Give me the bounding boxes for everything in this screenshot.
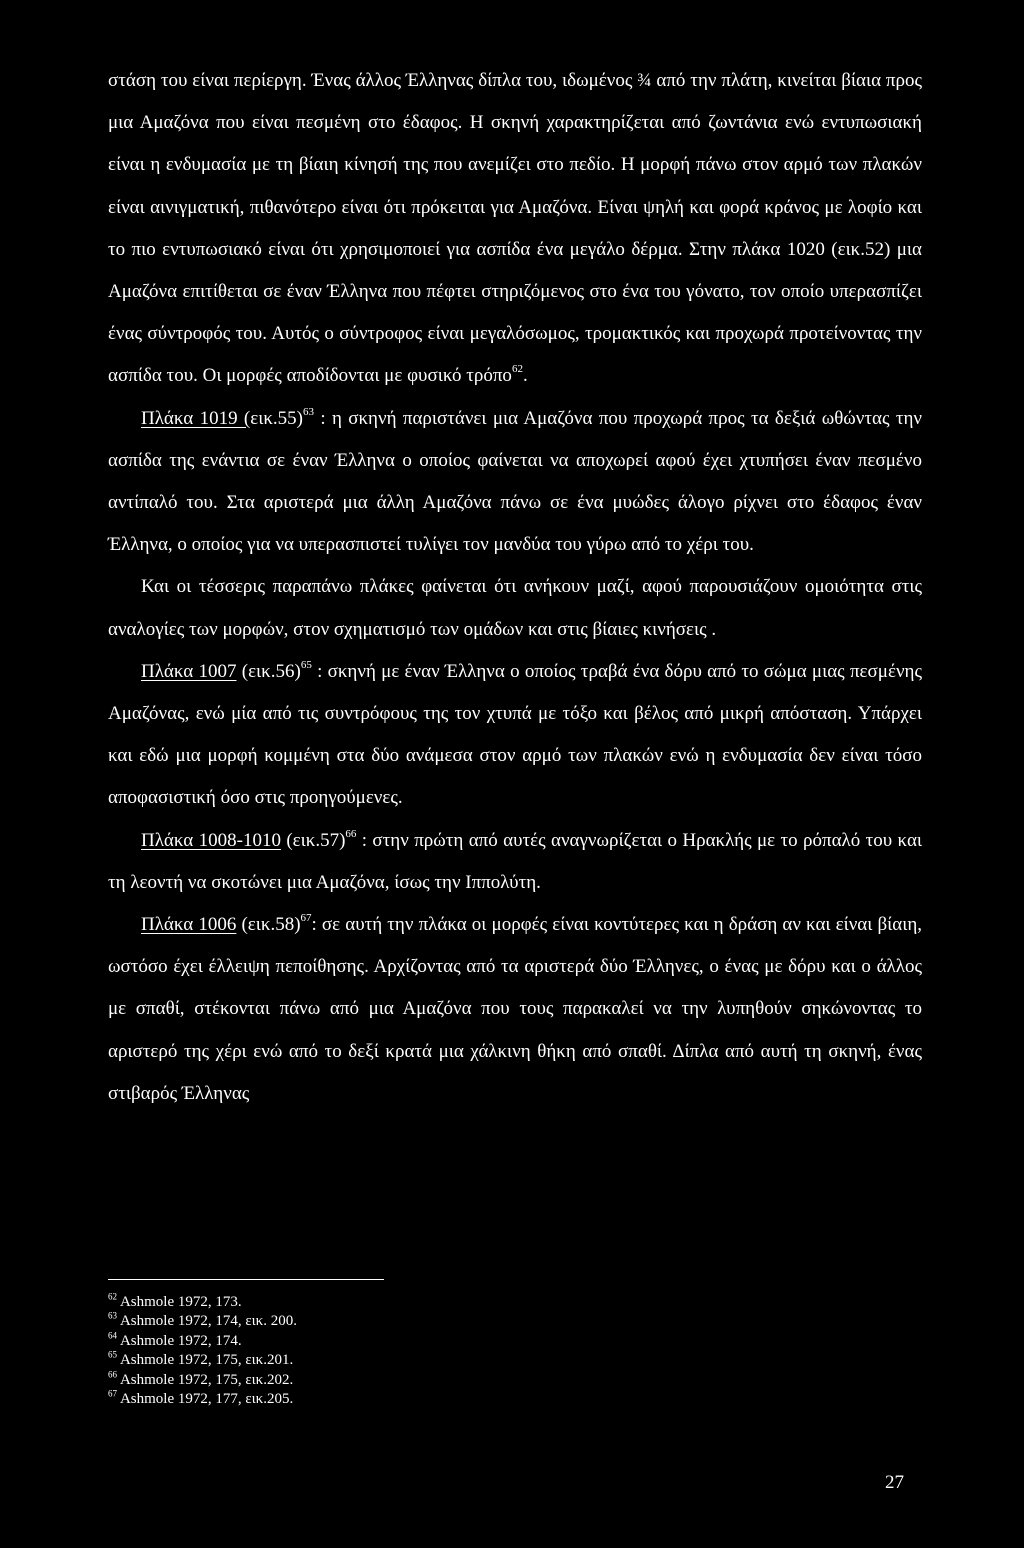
footnote-ref: 67 (300, 912, 312, 925)
footnote-ref: 65 (300, 659, 312, 672)
footnote-ref: 63 (303, 405, 315, 418)
footnote (108, 1390, 708, 1409)
text-run: Και οι τέσσερις παραπάνω πλάκες φαίνεται ότι ανήκουν μαζί, αφού παρουσιάζουν ομοιότητα στις αναλογίες των μορφών, στον σχηματισμό των ομάδων και στις βίαιες κινήσεις . (108, 576, 922, 640)
footnote-number: 66 (108, 1369, 117, 1380)
footnotes (108, 1293, 708, 1409)
footnote-separator (108, 1279, 384, 1280)
paragraph (108, 566, 922, 650)
footnote-text: Ashmole 1972, 175, εικ.201. (119, 1352, 294, 1369)
footnote-ref: 66 (345, 827, 357, 840)
plate-label: Πλάκα 1006 (141, 914, 237, 936)
footnote-text: Ashmole 1972, 174, εικ. 200. (119, 1313, 297, 1330)
plate-label: Πλάκα 1007 (141, 660, 237, 682)
text-run: (εικ.56) (236, 660, 301, 682)
text-run: : σε αυτή την πλάκα οι μορφές είναι κοντύτερες και η δράση αν και είναι βίαιη, ωστόσο έχει έλλειψη πεποίθησης. Αρχίζοντας από τα αριστερά δύο Έλληνες, ο ένας με δόρυ και ο άλλος με σπαθί, στέκονται πάνω από μια Αμαζόνα που τους παρακαλεί να την λυπηθούν σηκώνοντας το αριστερό της χέρι ενώ από το δεξί κρατά μια χάλκινη θήκη από σπαθί. Δίπλα από αυτή τη σκηνή, ένας στιβαρός Έλληνας (108, 914, 923, 1104)
page-number: 27 (885, 1472, 904, 1493)
text-run: : στην πρώτη από αυτές αναγνωρίζεται ο Ηρακλής με το ρόπαλό του και τη λεοντή να σκοτώνει μια Αμαζόνα, ίσως την Ιππολύτη. (108, 829, 923, 893)
footnote-number: 62 (108, 1291, 117, 1302)
text-run: (εικ.57) (280, 829, 346, 851)
footnote-text: Ashmole 1972, 175, εικ.202. (119, 1371, 294, 1388)
paragraph (108, 398, 922, 567)
footnote-ref: 62 (511, 363, 523, 376)
paragraph (108, 904, 922, 1115)
footnote (108, 1332, 708, 1351)
footnote-number: 67 (108, 1388, 117, 1399)
footnote-text: Ashmole 1972, 174. (119, 1332, 242, 1349)
footnote (108, 1312, 708, 1331)
paragraph (108, 60, 922, 398)
text-run: στάση του είναι περίεργη. Ένας άλλος Έλληνας δίπλα του, ιδωμένος ¾ από την πλάτη, κινείται βίαια προς μια Αμαζόνα που είναι πεσμένη στο έδαφος. Η σκηνή χαρακτηρίζεται από ζωντάνια ενώ εντυπωσιακή είναι η ενδυμασία με τη βίαιη κίνησή της που ανεμίζει στο πεδίο. Η μορφή πάνω στον αρμό των πλακών είναι αινιγματική, πιθανότερο είναι ότι πρόκειται για Αμαζόνα. Είναι ψηλή και φορά κράνος με λοφίο και το πιο εντυπωσιακό είναι ότι χρησιμοποιεί για ασπίδα ένα μεγάλο δέρμα. Στην πλάκα 1020 (εικ.52) μια Αμαζόνα επιτίθεται σε έναν Έλληνα που πέφτει στηριζόμενος στο ένα του γόνατο, τον οποίο υπερασπίζει ένας σύντροφός του. Αυτός ο σύντροφος είναι μεγαλόσωμος, τρομακτικός και προχωρά προτείνοντας την ασπίδα του. Οι μορφές αποδίδονται με φυσικό τρόπο (108, 70, 922, 387)
paragraph (108, 820, 922, 904)
text-run: . (522, 365, 528, 387)
footnote-text: Ashmole 1972, 177, εικ.205. (119, 1391, 294, 1408)
text-run: εικ.55) (250, 407, 304, 429)
plate-label: Πλάκα 1008-1010 (141, 829, 281, 851)
text-run: : η σκηνή παριστάνει μια Αμαζόνα που προχωρά προς τα δεξιά ωθώντας την ασπίδα της ενάντια σε έναν Έλληνα ο οποίος φαίνεται να αποχωρεί αφού έχει χτυπήσει έναν πεσμένο αντίπαλό του. Στα αριστερά μια άλλη Αμαζόνα πάνω σε ένα μυώδες άλογο ρίχνει στο έδαφος έναν Έλληνα, ο οποίος για να υπερασπιστεί τυλίγει τον μανδύα του γύρω από το χέρι του. (108, 407, 923, 556)
plate-label: Πλάκα 1019 ( (141, 407, 251, 429)
footnote (108, 1293, 708, 1312)
footnote-text: Ashmole 1972, 173. (119, 1294, 242, 1310)
footnote-number: 63 (108, 1311, 117, 1322)
footnote-number: 65 (108, 1349, 117, 1360)
body-text (108, 60, 922, 1115)
text-run: (εικ.58) (236, 914, 301, 936)
text-run: : σκηνή με έναν Έλληνα ο οποίος τραβά ένα δόρυ από το σώμα μιας πεσμένης Αμαζόνας, ενώ μία από τις συντρόφους της τον χτυπά με τόξο και βέλος από μικρή απόσταση. Υπάρχει και εδώ μια μορφή κομμένη στα δύο ανάμεσα στον αρμό των πλακών ενώ η ενδυμασία δεν είναι τόσο αποφασιστική όσο στις προηγούμενες. (108, 660, 922, 809)
footnote-number: 64 (108, 1330, 117, 1341)
footnote (108, 1371, 708, 1390)
footnote (108, 1351, 708, 1370)
paragraph (108, 651, 922, 820)
